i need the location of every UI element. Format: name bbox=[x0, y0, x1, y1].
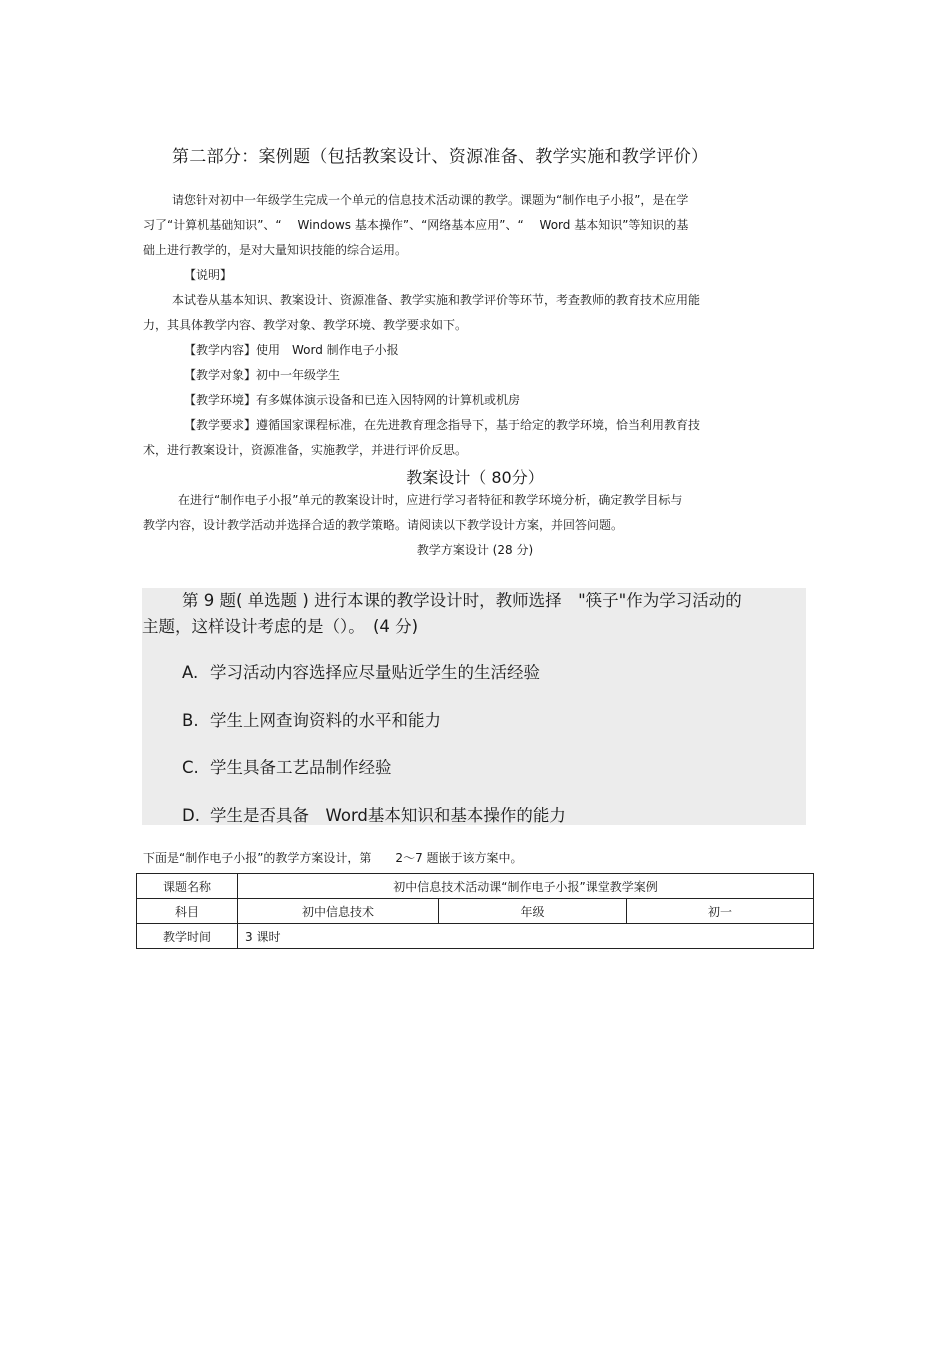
option-letter: B. bbox=[182, 711, 199, 730]
lesson-plan-table bbox=[136, 873, 814, 949]
option-text: 学习活动内容选择应尽量贴近学生的生活经验 bbox=[210, 663, 540, 682]
note-label: 【说明】 bbox=[184, 268, 233, 282]
table-cell: 科目 bbox=[137, 899, 238, 924]
question-stem-line-1: 第 9 题( 单选题 ) 进行本课的教学设计时，教师选择 "筷子"作为学习活动的 bbox=[182, 591, 742, 610]
intro-line-2: 习了“计算机基础知识”、“ Windows 基本操作”、“网络基本应用”、“ Word 基本知识”等知识的基 bbox=[143, 218, 689, 232]
design-line-2: 教学内容，设计教学活动并选择合适的教学策略。请阅读以下教学设计方案，并回答问题。 bbox=[143, 518, 624, 532]
table-row bbox=[137, 899, 814, 924]
option-letter: A. bbox=[182, 663, 199, 682]
note-line-1: 本试卷从基本知识、教案设计、资源准备、教学实施和教学评价等环节，考查教师的教育技术应用能 bbox=[172, 293, 701, 307]
intro-line-3: 础上进行教学的，是对大量知识技能的综合运用。 bbox=[143, 243, 408, 257]
option-letter: C. bbox=[182, 758, 199, 777]
question-stem bbox=[142, 588, 806, 640]
table-cell: 课题名称 bbox=[137, 874, 238, 899]
table-cell: 年级 bbox=[439, 899, 627, 924]
design-line-1: 在进行“制作电子小报”单元的教案设计时，应进行学习者特征和教学环境分析，确定教学目标与 bbox=[178, 493, 683, 507]
teaching-environment: 【教学环境】有多媒体演示设备和已连入因特网的计算机或机房 bbox=[184, 393, 521, 407]
design-section-title: 教案设计（ 80分） bbox=[406, 468, 544, 487]
option-text: 学生具备工艺品制作经验 bbox=[210, 758, 392, 777]
note-line-2: 力，其具体教学内容、教学对象、教学环境、教学要求如下。 bbox=[143, 318, 468, 332]
table-cell: 教学时间 bbox=[137, 924, 238, 949]
table-intro: 下面是“制作电子小报”的教学方案设计，第 2～7 题嵌于该方案中。 bbox=[143, 851, 523, 865]
teaching-requirement-line-2: 术，进行教案设计，资源准备，实施教学，并进行评价反思。 bbox=[143, 443, 468, 457]
option-a[interactable] bbox=[182, 659, 540, 683]
option-c[interactable] bbox=[182, 754, 392, 778]
question-block bbox=[142, 588, 806, 825]
table-cell: 初中信息技术活动课“制作电子小报”课堂教学案例 bbox=[238, 874, 814, 899]
option-letter: D. bbox=[182, 806, 200, 825]
section-heading: 第二部分：案例题（包括教案设计、资源准备、教学实施和教学评价） bbox=[172, 147, 709, 167]
question-stem-line-2: 主题，这样设计考虑的是（）。 (4 分) bbox=[142, 617, 419, 636]
table-row bbox=[137, 874, 814, 899]
table-cell: 初中信息技术 bbox=[238, 899, 439, 924]
teaching-object: 【教学对象】初中一年级学生 bbox=[184, 368, 341, 382]
teaching-content: 【教学内容】使用 Word 制作电子小报 bbox=[184, 343, 399, 357]
intro-line-1: 请您针对初中一年级学生完成一个单元的信息技术活动课的教学。课题为“制作电子小报”，是在学 bbox=[172, 193, 689, 207]
option-b[interactable] bbox=[182, 707, 441, 731]
table-cell: 3 课时 bbox=[238, 924, 814, 949]
option-d[interactable] bbox=[182, 802, 566, 826]
teaching-requirement-line-1: 【教学要求】遵循国家课程标准，在先进教育理念指导下，基于给定的教学环境，恰当利用教育技 bbox=[184, 418, 701, 432]
option-text: 学生是否具备 Word基本知识和基本操作的能力 bbox=[210, 806, 566, 825]
table-cell: 初一 bbox=[627, 899, 814, 924]
option-text: 学生上网查询资料的水平和能力 bbox=[210, 711, 441, 730]
table-row bbox=[137, 924, 814, 949]
design-subtitle: 教学方案设计 (28 分) bbox=[416, 543, 534, 557]
